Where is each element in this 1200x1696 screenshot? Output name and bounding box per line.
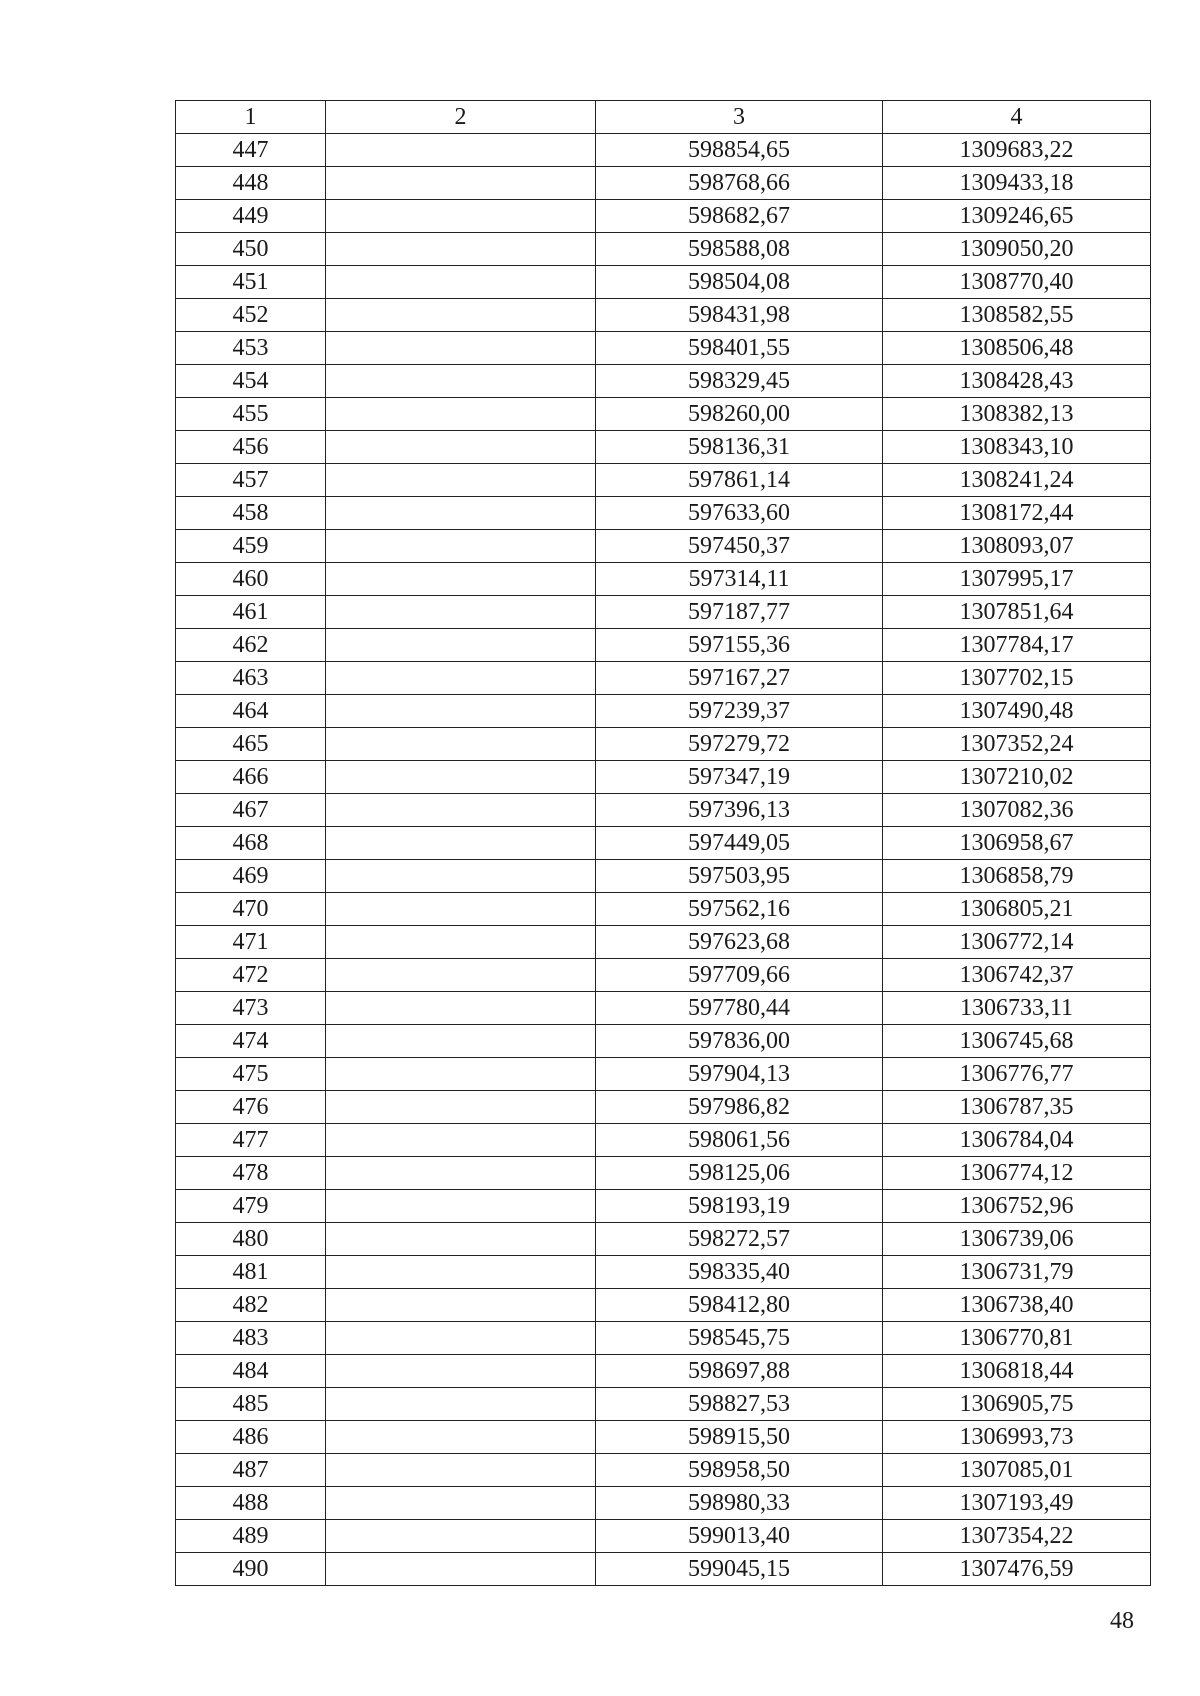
x-coordinate-cell: 598504,08 — [596, 266, 883, 299]
column-2-cell — [326, 431, 596, 464]
column-2-cell — [326, 827, 596, 860]
column-2-cell — [326, 662, 596, 695]
x-coordinate-cell: 598401,55 — [596, 332, 883, 365]
y-coordinate-cell: 1306993,73 — [883, 1421, 1151, 1454]
x-coordinate-cell: 597709,66 — [596, 959, 883, 992]
y-coordinate-cell: 1309050,20 — [883, 233, 1151, 266]
y-coordinate-cell: 1308770,40 — [883, 266, 1151, 299]
table-row — [176, 332, 1151, 365]
y-coordinate-cell: 1309246,65 — [883, 200, 1151, 233]
column-2-cell — [326, 1322, 596, 1355]
table-row — [176, 827, 1151, 860]
x-coordinate-cell: 597155,36 — [596, 629, 883, 662]
y-coordinate-cell: 1306818,44 — [883, 1355, 1151, 1388]
table-row — [176, 167, 1151, 200]
table-header-row — [176, 101, 1151, 134]
point-number-cell: 480 — [176, 1223, 326, 1256]
table-row — [176, 1058, 1151, 1091]
table-row — [176, 761, 1151, 794]
column-2-cell — [326, 167, 596, 200]
x-coordinate-cell: 598431,98 — [596, 299, 883, 332]
y-coordinate-cell: 1307702,15 — [883, 662, 1151, 695]
x-coordinate-cell: 599045,15 — [596, 1553, 883, 1586]
point-number-cell: 457 — [176, 464, 326, 497]
y-coordinate-cell: 1308582,55 — [883, 299, 1151, 332]
x-coordinate-cell: 598193,19 — [596, 1190, 883, 1223]
column-2-cell — [326, 233, 596, 266]
table-row — [176, 1091, 1151, 1124]
point-number-cell: 459 — [176, 530, 326, 563]
column-2-cell — [326, 1091, 596, 1124]
x-coordinate-cell: 599013,40 — [596, 1520, 883, 1553]
y-coordinate-cell: 1306905,75 — [883, 1388, 1151, 1421]
table-row — [176, 1355, 1151, 1388]
table-row — [176, 1553, 1151, 1586]
column-2-cell — [326, 1454, 596, 1487]
column-header-3: 3 — [596, 101, 883, 134]
x-coordinate-cell: 597836,00 — [596, 1025, 883, 1058]
point-number-cell: 481 — [176, 1256, 326, 1289]
column-2-cell — [326, 365, 596, 398]
table-row — [176, 596, 1151, 629]
table-row — [176, 1454, 1151, 1487]
x-coordinate-cell: 597347,19 — [596, 761, 883, 794]
column-2-cell — [326, 530, 596, 563]
point-number-cell: 450 — [176, 233, 326, 266]
x-coordinate-cell: 597780,44 — [596, 992, 883, 1025]
column-2-cell — [326, 1421, 596, 1454]
table-row — [176, 959, 1151, 992]
table-row — [176, 299, 1151, 332]
table-row — [176, 1025, 1151, 1058]
x-coordinate-cell: 598915,50 — [596, 1421, 883, 1454]
point-number-cell: 476 — [176, 1091, 326, 1124]
point-number-cell: 453 — [176, 332, 326, 365]
x-coordinate-cell: 598272,57 — [596, 1223, 883, 1256]
point-number-cell: 485 — [176, 1388, 326, 1421]
column-2-cell — [326, 695, 596, 728]
y-coordinate-cell: 1308506,48 — [883, 332, 1151, 365]
table-row — [176, 365, 1151, 398]
column-header-4: 4 — [883, 101, 1151, 134]
table-row — [176, 728, 1151, 761]
point-number-cell: 466 — [176, 761, 326, 794]
y-coordinate-cell: 1306787,35 — [883, 1091, 1151, 1124]
page-number: 48 — [1110, 1608, 1134, 1634]
point-number-cell: 469 — [176, 860, 326, 893]
column-2-cell — [326, 728, 596, 761]
x-coordinate-cell: 598768,66 — [596, 167, 883, 200]
x-coordinate-cell: 598260,00 — [596, 398, 883, 431]
point-number-cell: 465 — [176, 728, 326, 761]
x-coordinate-cell: 597450,37 — [596, 530, 883, 563]
point-number-cell: 479 — [176, 1190, 326, 1223]
point-number-cell: 482 — [176, 1289, 326, 1322]
point-number-cell: 447 — [176, 134, 326, 167]
y-coordinate-cell: 1306745,68 — [883, 1025, 1151, 1058]
table-row — [176, 464, 1151, 497]
point-number-cell: 462 — [176, 629, 326, 662]
point-number-cell: 470 — [176, 893, 326, 926]
y-coordinate-cell: 1307082,36 — [883, 794, 1151, 827]
table-row — [176, 1157, 1151, 1190]
table-row — [176, 893, 1151, 926]
column-2-cell — [326, 1223, 596, 1256]
y-coordinate-cell: 1307354,22 — [883, 1520, 1151, 1553]
table-row — [176, 1388, 1151, 1421]
column-2-cell — [326, 1487, 596, 1520]
column-2-cell — [326, 596, 596, 629]
point-number-cell: 454 — [176, 365, 326, 398]
x-coordinate-cell: 597396,13 — [596, 794, 883, 827]
x-coordinate-cell: 598335,40 — [596, 1256, 883, 1289]
y-coordinate-cell: 1306958,67 — [883, 827, 1151, 860]
column-2-cell — [326, 1058, 596, 1091]
table-row — [176, 860, 1151, 893]
column-header-2: 2 — [326, 101, 596, 134]
table-row — [176, 134, 1151, 167]
table-row — [176, 1190, 1151, 1223]
point-number-cell: 490 — [176, 1553, 326, 1586]
point-number-cell: 464 — [176, 695, 326, 728]
column-2-cell — [326, 1289, 596, 1322]
point-number-cell: 478 — [176, 1157, 326, 1190]
x-coordinate-cell: 597449,05 — [596, 827, 883, 860]
y-coordinate-cell: 1307851,64 — [883, 596, 1151, 629]
x-coordinate-cell: 598061,56 — [596, 1124, 883, 1157]
y-coordinate-cell: 1309433,18 — [883, 167, 1151, 200]
table-row — [176, 266, 1151, 299]
point-number-cell: 449 — [176, 200, 326, 233]
x-coordinate-cell: 597904,13 — [596, 1058, 883, 1091]
point-number-cell: 471 — [176, 926, 326, 959]
y-coordinate-cell: 1308172,44 — [883, 497, 1151, 530]
table-row — [176, 530, 1151, 563]
y-coordinate-cell: 1307995,17 — [883, 563, 1151, 596]
table-row — [176, 1322, 1151, 1355]
table-row — [176, 1223, 1151, 1256]
y-coordinate-cell: 1308093,07 — [883, 530, 1151, 563]
y-coordinate-cell: 1307352,24 — [883, 728, 1151, 761]
x-coordinate-cell: 597861,14 — [596, 464, 883, 497]
x-coordinate-cell: 598854,65 — [596, 134, 883, 167]
x-coordinate-cell: 597633,60 — [596, 497, 883, 530]
column-2-cell — [326, 1256, 596, 1289]
table-row — [176, 497, 1151, 530]
point-number-cell: 458 — [176, 497, 326, 530]
y-coordinate-cell: 1306733,11 — [883, 992, 1151, 1025]
y-coordinate-cell: 1308343,10 — [883, 431, 1151, 464]
y-coordinate-cell: 1306772,14 — [883, 926, 1151, 959]
x-coordinate-cell: 598329,45 — [596, 365, 883, 398]
y-coordinate-cell: 1306770,81 — [883, 1322, 1151, 1355]
y-coordinate-cell: 1306731,79 — [883, 1256, 1151, 1289]
x-coordinate-cell: 598980,33 — [596, 1487, 883, 1520]
table-row — [176, 398, 1151, 431]
column-2-cell — [326, 1355, 596, 1388]
x-coordinate-cell: 597503,95 — [596, 860, 883, 893]
point-number-cell: 483 — [176, 1322, 326, 1355]
y-coordinate-cell: 1307784,17 — [883, 629, 1151, 662]
x-coordinate-cell: 598412,80 — [596, 1289, 883, 1322]
table-row — [176, 233, 1151, 266]
point-number-cell: 472 — [176, 959, 326, 992]
y-coordinate-cell: 1306738,40 — [883, 1289, 1151, 1322]
column-header-1: 1 — [176, 101, 326, 134]
table-row — [176, 662, 1151, 695]
y-coordinate-cell: 1306774,12 — [883, 1157, 1151, 1190]
point-number-cell: 451 — [176, 266, 326, 299]
column-2-cell — [326, 629, 596, 662]
y-coordinate-cell: 1308382,13 — [883, 398, 1151, 431]
x-coordinate-cell: 597314,11 — [596, 563, 883, 596]
point-number-cell: 474 — [176, 1025, 326, 1058]
coordinates-table — [175, 100, 1151, 1586]
column-2-cell — [326, 761, 596, 794]
y-coordinate-cell: 1307476,59 — [883, 1553, 1151, 1586]
table-row — [176, 431, 1151, 464]
table-body — [176, 134, 1151, 1586]
x-coordinate-cell: 597562,16 — [596, 893, 883, 926]
column-2-cell — [326, 1190, 596, 1223]
column-2-cell — [326, 563, 596, 596]
column-2-cell — [326, 992, 596, 1025]
y-coordinate-cell: 1309683,22 — [883, 134, 1151, 167]
x-coordinate-cell: 598697,88 — [596, 1355, 883, 1388]
column-2-cell — [326, 1553, 596, 1586]
point-number-cell: 461 — [176, 596, 326, 629]
column-2-cell — [326, 464, 596, 497]
column-2-cell — [326, 893, 596, 926]
x-coordinate-cell: 598545,75 — [596, 1322, 883, 1355]
column-2-cell — [326, 266, 596, 299]
point-number-cell: 455 — [176, 398, 326, 431]
table-row — [176, 1124, 1151, 1157]
point-number-cell: 475 — [176, 1058, 326, 1091]
y-coordinate-cell: 1307490,48 — [883, 695, 1151, 728]
table-row — [176, 1256, 1151, 1289]
x-coordinate-cell: 598125,06 — [596, 1157, 883, 1190]
column-2-cell — [326, 959, 596, 992]
x-coordinate-cell: 597167,27 — [596, 662, 883, 695]
column-2-cell — [326, 1388, 596, 1421]
x-coordinate-cell: 598588,08 — [596, 233, 883, 266]
y-coordinate-cell: 1308428,43 — [883, 365, 1151, 398]
point-number-cell: 452 — [176, 299, 326, 332]
x-coordinate-cell: 598958,50 — [596, 1454, 883, 1487]
y-coordinate-cell: 1306784,04 — [883, 1124, 1151, 1157]
column-2-cell — [326, 926, 596, 959]
point-number-cell: 460 — [176, 563, 326, 596]
table-row — [176, 1421, 1151, 1454]
table-row — [176, 629, 1151, 662]
column-2-cell — [326, 1025, 596, 1058]
point-number-cell: 489 — [176, 1520, 326, 1553]
y-coordinate-cell: 1306742,37 — [883, 959, 1151, 992]
table-row — [176, 926, 1151, 959]
x-coordinate-cell: 598682,67 — [596, 200, 883, 233]
point-number-cell: 468 — [176, 827, 326, 860]
point-number-cell: 456 — [176, 431, 326, 464]
x-coordinate-cell: 597986,82 — [596, 1091, 883, 1124]
y-coordinate-cell: 1307085,01 — [883, 1454, 1151, 1487]
y-coordinate-cell: 1306805,21 — [883, 893, 1151, 926]
y-coordinate-cell: 1307210,02 — [883, 761, 1151, 794]
x-coordinate-cell: 598827,53 — [596, 1388, 883, 1421]
column-2-cell — [326, 332, 596, 365]
y-coordinate-cell: 1307193,49 — [883, 1487, 1151, 1520]
x-coordinate-cell: 597279,72 — [596, 728, 883, 761]
y-coordinate-cell: 1306739,06 — [883, 1223, 1151, 1256]
column-2-cell — [326, 1520, 596, 1553]
point-number-cell: 448 — [176, 167, 326, 200]
column-2-cell — [326, 794, 596, 827]
column-2-cell — [326, 1124, 596, 1157]
x-coordinate-cell: 597239,37 — [596, 695, 883, 728]
point-number-cell: 473 — [176, 992, 326, 1025]
point-number-cell: 488 — [176, 1487, 326, 1520]
table-row — [176, 563, 1151, 596]
column-2-cell — [326, 200, 596, 233]
column-2-cell — [326, 1157, 596, 1190]
point-number-cell: 463 — [176, 662, 326, 695]
y-coordinate-cell: 1306858,79 — [883, 860, 1151, 893]
x-coordinate-cell: 597187,77 — [596, 596, 883, 629]
column-2-cell — [326, 134, 596, 167]
table-row — [176, 695, 1151, 728]
point-number-cell: 477 — [176, 1124, 326, 1157]
point-number-cell: 487 — [176, 1454, 326, 1487]
y-coordinate-cell: 1306752,96 — [883, 1190, 1151, 1223]
x-coordinate-cell: 597623,68 — [596, 926, 883, 959]
column-2-cell — [326, 398, 596, 431]
table-row — [176, 1289, 1151, 1322]
table-row — [176, 794, 1151, 827]
table-row — [176, 992, 1151, 1025]
x-coordinate-cell: 598136,31 — [596, 431, 883, 464]
table-row — [176, 200, 1151, 233]
table-row — [176, 1520, 1151, 1553]
column-2-cell — [326, 860, 596, 893]
point-number-cell: 467 — [176, 794, 326, 827]
point-number-cell: 486 — [176, 1421, 326, 1454]
point-number-cell: 484 — [176, 1355, 326, 1388]
y-coordinate-cell: 1306776,77 — [883, 1058, 1151, 1091]
column-2-cell — [326, 497, 596, 530]
table-row — [176, 1487, 1151, 1520]
column-2-cell — [326, 299, 596, 332]
y-coordinate-cell: 1308241,24 — [883, 464, 1151, 497]
